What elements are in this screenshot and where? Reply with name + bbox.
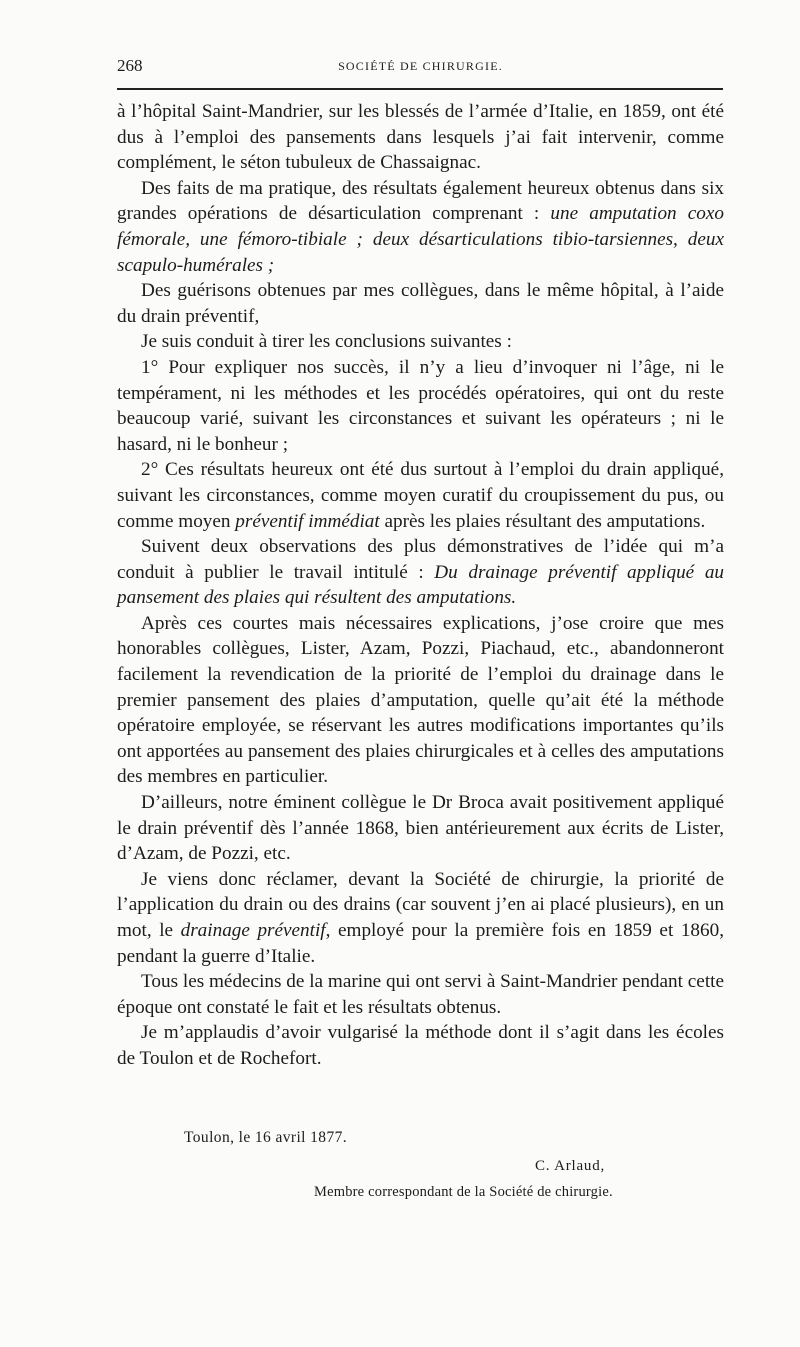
paragraph-11 (117, 969, 724, 1020)
paragraph-12 (117, 1020, 724, 1071)
paragraph-10 (117, 867, 724, 969)
signature: C. Arlaud, (535, 1158, 606, 1174)
paragraph-7-text: Suivent deux observations des plus démonstratives de l’idée qui m’a conduit à publier le travail intitulé : (117, 536, 724, 583)
conclusion-2-text: 2° Ces résultats heureux ont été dus surtout à l’emploi du drain appliqué, suivant les circonstances, comme moyen curatif du croupissement du pus, ou comme moyen (117, 459, 724, 532)
paragraph-8-text: Après ces courtes mais nécessaires explications, j’ose croire que mes honorables collègues, Lister, Azam, Pozzi, Piachaud, etc., abandonneront facilement la revendication de la priorité de l’emploi du drainage dans le premier pansement des plaies d’amputation, quelle qu’ait été la méthode opératoire employée, se réservant les autres modifications importantes qu’ils ont apportées au pansement des plaies chirurgicales et à celles des amputations des membres en particulier. (117, 612, 724, 788)
conclusion-2-text-end: après les plaies résultant des amputations. (379, 510, 706, 532)
paragraph-10-text-end: , employé pour la première fois en 1859 et 1860, pendant la guerre d’Italie. (117, 920, 724, 967)
header-rule (117, 88, 723, 90)
paragraph-1 (117, 99, 724, 176)
dateline: Toulon, le 16 avril 1877. (184, 1129, 348, 1146)
paragraph-4 (117, 329, 724, 355)
author-affiliation: Membre correspondant de la Société de chirurgie. (314, 1184, 613, 1200)
page-header (117, 56, 724, 80)
paragraph-9-text: D’ailleurs, notre éminent collègue le Dr Broca avait positivement appliqué le drain préventif dès l’année 1868, bien antérieurement aux écrits de Lister, d’Azam, de Pozzi, etc. (117, 792, 724, 865)
paragraph-2 (117, 176, 724, 278)
conclusion-2-italic: préventif immédiat (235, 510, 380, 532)
conclusion-2 (117, 457, 724, 534)
paragraph-8 (117, 611, 724, 790)
running-head: SOCIÉTÉ DE CHIRURGIE. (338, 59, 503, 73)
paragraph-9 (117, 790, 724, 867)
paragraph-2-text: Des faits de ma pratique, des résultats également heureux obtenus dans six grandes opérations de désarticulation comprenant : (117, 177, 724, 225)
page-number: 268 (117, 56, 143, 75)
conclusion-1-text: 1° Pour expliquer nos succès, il n’y a lieu d’invoquer ni l’âge, ni le tempérament, ni les méthodes et les procédés opératoires, qui ont du reste beaucoup varié, suivant les circonstances et suivant les opérateurs ; ni le hasard, ni le bonheur ; (117, 356, 724, 455)
paragraph-10-text: Je viens donc réclamer, devant la Société de chirurgie, la priorité de l’application du drain ou des drains (car souvent j’en ai placé plusieurs), en un mot, le (117, 868, 724, 941)
paragraph-2-italic: une amputation coxo fémorale, une fémoro-tibiale ; deux désarticulations tibio-tarsiennes, deux scapulo-humérales ; (117, 203, 724, 276)
conclusion-1 (117, 355, 724, 457)
body-text (117, 99, 724, 1072)
paragraph-7 (117, 534, 724, 611)
paragraph-11-text: Tous les médecins de la marine qui ont servi à Saint-Mandrier pendant cette époque ont constaté le fait et les résultats obtenus. (117, 971, 724, 1018)
paragraph-3 (117, 278, 724, 329)
paragraph-1-text: à l’hôpital Saint-Mandrier, sur les blessés de l’armée d’Italie, en 1859, ont été dus à l’emploi des pansements dans lesquels j’ai fait intervenir, comme complément, le séton tubuleux de Chassaignac. (117, 101, 724, 174)
paragraph-4-text: Je suis conduit à tirer les conclusions suivantes : (141, 331, 512, 353)
paragraph-10-italic: drainage préventif (180, 920, 326, 941)
paragraph-3-text: Des guérisons obtenues par mes collègues, dans le même hôpital, à l’aide du drain préventif, (117, 280, 724, 327)
work-title: Du drainage préventif appliqué au pansement des plaies qui résultent des amputations. (117, 561, 725, 609)
paragraph-12-text: Je m’applaudis d’avoir vulgarisé la méthode dont il s’agit dans les écoles de Toulon et de Rochefort. (117, 1022, 724, 1069)
